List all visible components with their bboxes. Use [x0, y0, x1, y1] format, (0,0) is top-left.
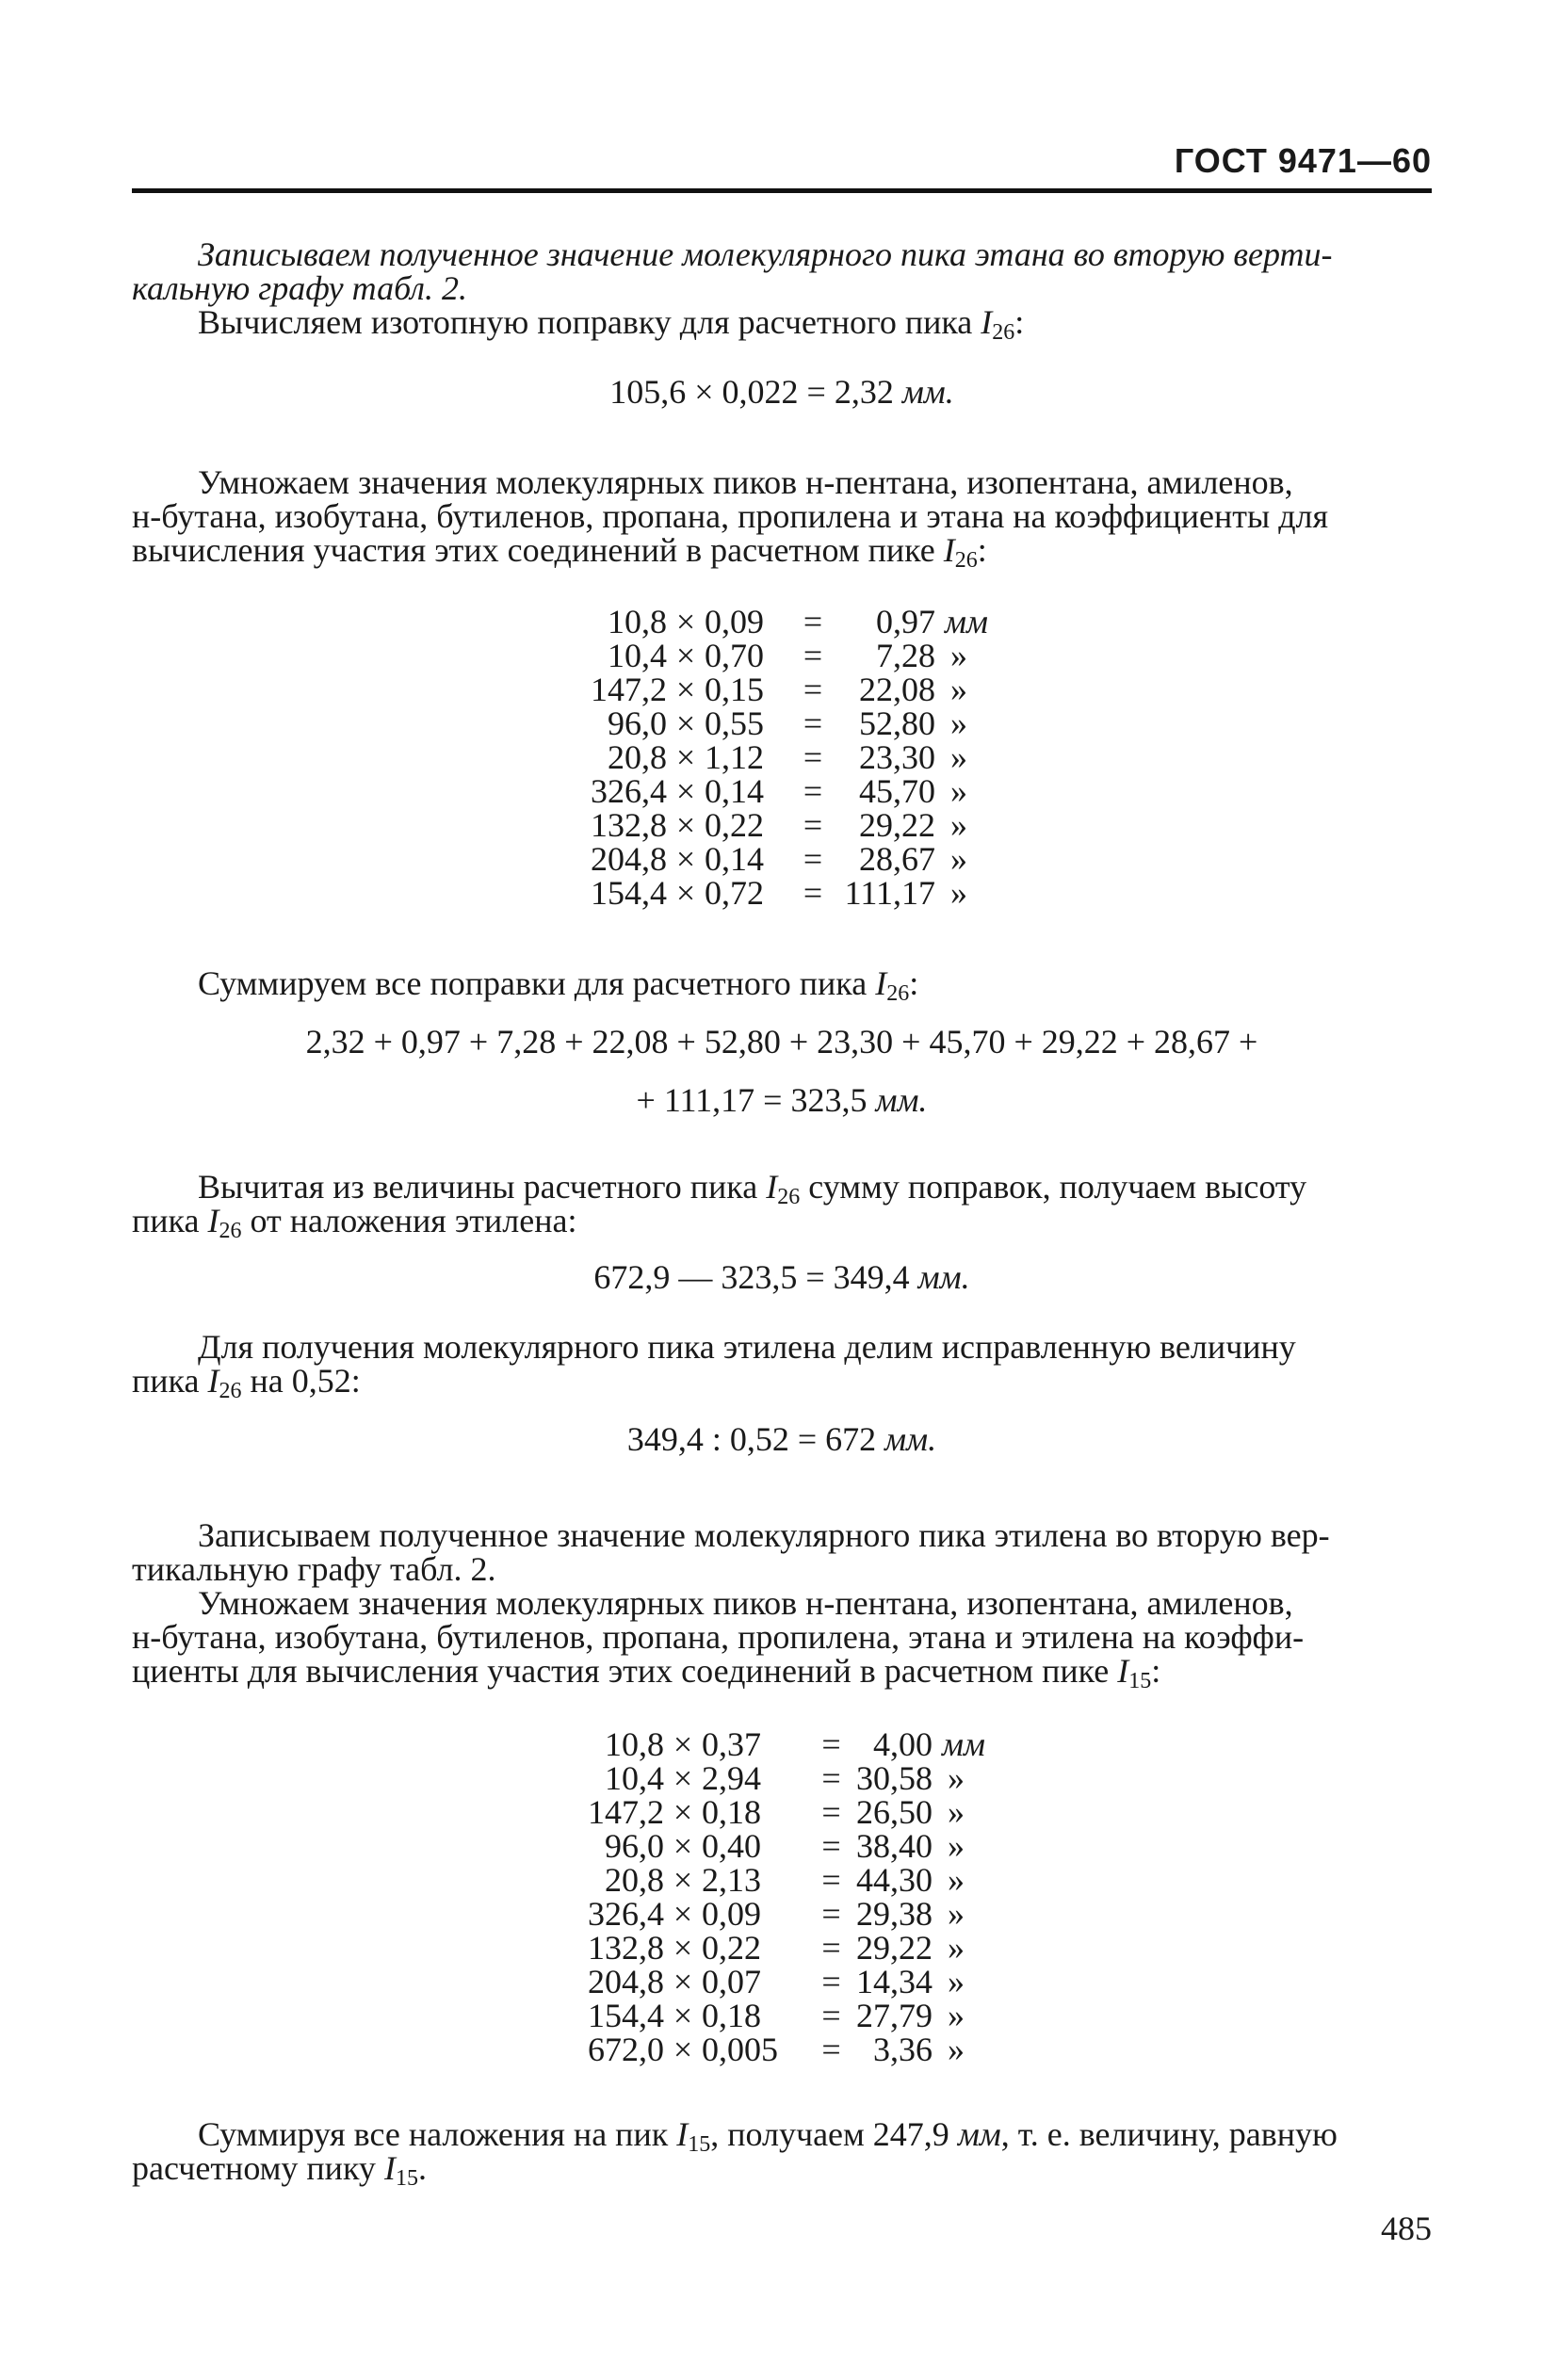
page-header — [132, 141, 1432, 181]
ditto-mark: » — [950, 772, 967, 810]
text-line: Суммируем все поправки для расчетного пика $I_{26}$: — [198, 964, 919, 1006]
coefficient: 0,70 — [705, 637, 764, 674]
equation-isotope: 105,6 × 0,022 = 2,32 мм. — [609, 373, 954, 411]
paragraph-record-ethylene — [132, 1518, 1432, 1586]
calc-row — [556, 842, 988, 876]
operand: 147,2 — [588, 1793, 664, 1831]
equals-sign: = — [803, 874, 823, 912]
ditto-mark: » — [948, 1895, 965, 1933]
times-sign: × — [675, 603, 696, 640]
equals-sign: = — [803, 637, 823, 674]
result: 38,40 — [856, 1827, 933, 1865]
coefficient: 0,09 — [705, 603, 764, 640]
calc-row — [556, 808, 988, 842]
times-sign: × — [673, 1861, 693, 1899]
ditto-mark: » — [948, 1929, 965, 1967]
calc-row — [546, 1727, 985, 1761]
calc-row — [546, 1897, 985, 1931]
calc-row — [556, 605, 988, 639]
operand: 204,8 — [591, 840, 667, 878]
calc-row — [546, 1999, 985, 2032]
ditto-mark: » — [948, 1861, 965, 1899]
result: 23,30 — [859, 738, 935, 776]
calc-row — [546, 1761, 985, 1795]
times-sign: × — [675, 806, 696, 844]
times-sign: × — [673, 1963, 693, 2000]
operand: 96,0 — [608, 704, 667, 742]
text-line: Записываем полученное значение молекулярного пика этана во вторую верти- — [198, 235, 1333, 273]
text-line: циенты для вычисления участия этих соединений в расчетном пике $I_{15}$: — [132, 1652, 1161, 1693]
paragraph-multiply-26 — [132, 463, 1432, 573]
times-sign: × — [673, 1895, 693, 1933]
text-line: пика $I_{26}$ на 0,52: — [132, 1362, 361, 1403]
calc-row — [546, 1863, 985, 1897]
ditto-mark: » — [950, 738, 967, 776]
times-sign: × — [675, 874, 696, 912]
equals-sign: = — [821, 1895, 841, 1933]
operand: 154,4 — [588, 1997, 664, 2034]
operand: 10,4 — [605, 1759, 664, 1797]
calc-row — [556, 740, 988, 774]
calc-row — [556, 774, 988, 808]
calc-row — [546, 1829, 985, 1863]
operand: 10,4 — [608, 637, 667, 674]
times-sign: × — [673, 1793, 693, 1831]
equals-sign: = — [803, 603, 823, 640]
equation-subtract: 672,9 — 323,5 = 349,4 мм. — [593, 1258, 970, 1296]
equals-sign: = — [821, 1793, 841, 1831]
ditto-mark: » — [950, 840, 967, 878]
text-line: тикальную графу табл. 2. — [132, 1550, 496, 1588]
equals-sign: = — [821, 1725, 841, 1763]
standard-number: ГОСТ 9471—60 — [1174, 141, 1432, 180]
coefficient: 0,18 — [702, 1793, 761, 1831]
calc-row — [556, 672, 988, 706]
coefficient: 0,55 — [705, 704, 764, 742]
times-sign: × — [673, 1725, 693, 1763]
times-sign: × — [675, 637, 696, 674]
result: 14,34 — [856, 1963, 933, 2000]
equals-sign: = — [821, 1861, 841, 1899]
equals-sign: = — [803, 806, 823, 844]
paragraph-sum-corrections — [132, 964, 1432, 1006]
calc-row — [556, 876, 988, 910]
result: 111,17 — [844, 874, 935, 912]
ditto-mark: » — [950, 874, 967, 912]
result: 29,22 — [859, 806, 935, 844]
equals-sign: = — [803, 840, 823, 878]
ditto-mark: » — [950, 671, 967, 708]
calculation-table-26 — [556, 605, 988, 910]
times-sign: × — [673, 1759, 693, 1797]
result: 3,36 — [873, 2031, 933, 2068]
text-line: Умножаем значения молекулярных пиков н-пентана, изопентана, амиленов, — [198, 463, 1293, 501]
times-sign: × — [673, 1827, 693, 1865]
ditto-mark: » — [948, 1963, 965, 2000]
equals-sign: = — [821, 1759, 841, 1797]
text-line: Для получения молекулярного пика этилена делим исправленную величину — [198, 1328, 1296, 1366]
operand: 132,8 — [588, 1929, 664, 1967]
ditto-mark: » — [948, 2031, 965, 2068]
result: 29,38 — [856, 1895, 933, 1933]
text-line: н-бутана, изобутана, бутиленов, пропана, пропилена, этана и этилена на коэффи- — [132, 1618, 1305, 1656]
equals-sign: = — [821, 1997, 841, 2034]
times-sign: × — [675, 704, 696, 742]
text-line: пика $I_{26}$ от наложения этилена: — [132, 1202, 577, 1243]
result: 27,79 — [856, 1997, 933, 2034]
coefficient: 2,13 — [702, 1861, 761, 1899]
calc-row — [546, 2032, 985, 2066]
ditto-mark: » — [948, 1997, 965, 2034]
operand: 154,4 — [591, 874, 667, 912]
result: 30,58 — [856, 1759, 933, 1797]
coefficient: 0,15 — [705, 671, 764, 708]
operand: 10,8 — [605, 1725, 664, 1763]
result: 44,30 — [856, 1861, 933, 1899]
equals-sign: = — [821, 1827, 841, 1865]
operand: 20,8 — [608, 738, 667, 776]
equation-sum-line-2: + 111,17 = 323,5 мм. — [636, 1081, 928, 1119]
paragraph-subtract — [132, 1168, 1432, 1243]
text-line: Записываем полученное значение молекулярного пика этилена во вторую вер- — [198, 1516, 1330, 1554]
operand: 10,8 — [608, 603, 667, 640]
text-line: Умножаем значения молекулярных пиков н-пентана, изопентана, амиленов, — [198, 1584, 1293, 1622]
text-line: кальную графу табл. 2. — [132, 269, 467, 307]
calc-row — [556, 639, 988, 672]
equals-sign: = — [803, 704, 823, 742]
operand: 204,8 — [588, 1963, 664, 2000]
text-line: Суммируя все наложения на пик $I_{15}$, получаем 247,9 мм, т. е. величину, равную — [198, 2115, 1338, 2157]
coefficient: 0,37 — [702, 1725, 761, 1763]
result: 0,97 — [876, 603, 935, 640]
coefficient: 0,22 — [705, 806, 764, 844]
ditto-mark: » — [948, 1759, 965, 1797]
result: 52,80 — [859, 704, 935, 742]
operand: 147,2 — [591, 671, 667, 708]
ditto-mark: » — [950, 637, 967, 674]
text-line: н-бутана, изобутана, бутиленов, пропана, пропилена и этана на коэффициенты для — [132, 497, 1329, 535]
text-line: Вычитая из величины расчетного пика $I_{26}$ сумму поправок, получаем высоту — [198, 1168, 1307, 1209]
operand: 326,4 — [588, 1895, 664, 1933]
ditto-mark: » — [950, 806, 967, 844]
equals-sign: = — [803, 671, 823, 708]
times-sign: × — [675, 738, 696, 776]
header-rule — [132, 188, 1432, 193]
paragraph-isotope-correction — [132, 303, 1432, 345]
paragraph-record-ethane — [132, 237, 1432, 305]
result: 29,22 — [856, 1929, 933, 1967]
calculation-table-15 — [546, 1727, 985, 2066]
coefficient: 0,07 — [702, 1963, 761, 2000]
paragraph-sum-overlaps — [132, 2115, 1432, 2191]
times-sign: × — [675, 671, 696, 708]
equation-sum-line-1: 2,32 + 0,97 + 7,28 + 22,08 + 52,80 + 23,30 + 45,70 + 29,22 + 28,67 + — [305, 1023, 1258, 1060]
paragraph-ethylene-peak — [132, 1328, 1432, 1403]
calc-row — [546, 1965, 985, 1999]
ditto-mark: » — [948, 1827, 965, 1865]
result: 28,67 — [859, 840, 935, 878]
result: 22,08 — [859, 671, 935, 708]
paragraph-multiply-15 — [132, 1584, 1432, 1693]
result: 26,50 — [856, 1793, 933, 1831]
operand: 20,8 — [605, 1861, 664, 1899]
coefficient: 1,12 — [705, 738, 764, 776]
coefficient: 2,94 — [702, 1759, 761, 1797]
text-line: Вычисляем изотопную поправку для расчетного пика $I_{26}$: — [198, 303, 1025, 345]
unit-label: мм — [945, 603, 988, 640]
ditto-mark: » — [948, 1793, 965, 1831]
result: 7,28 — [876, 637, 935, 674]
page-number: 485 — [1381, 2210, 1432, 2247]
coefficient: 0,14 — [705, 772, 764, 810]
coefficient: 0,22 — [702, 1929, 761, 1967]
coefficient: 0,40 — [702, 1827, 761, 1865]
text-line: расчетному пику $I_{15}$. — [132, 2149, 427, 2191]
equals-sign: = — [803, 738, 823, 776]
equals-sign: = — [803, 772, 823, 810]
calc-row — [546, 1795, 985, 1829]
coefficient: 0,14 — [705, 840, 764, 878]
times-sign: × — [675, 840, 696, 878]
operand: 132,8 — [591, 806, 667, 844]
equals-sign: = — [821, 2031, 841, 2068]
coefficient: 0,18 — [702, 1997, 761, 2034]
calc-row — [546, 1931, 985, 1965]
unit-label: мм — [942, 1725, 985, 1763]
coefficient: 0,72 — [705, 874, 764, 912]
operand: 672,0 — [588, 2031, 664, 2068]
coefficient: 0,09 — [702, 1895, 761, 1933]
times-sign: × — [673, 1997, 693, 2034]
equals-sign: = — [821, 1963, 841, 2000]
text-line: вычисления участия этих соединений в расчетном пике $I_{26}$: — [132, 531, 987, 573]
times-sign: × — [675, 772, 696, 810]
calc-row — [556, 706, 988, 740]
ditto-mark: » — [950, 704, 967, 742]
times-sign: × — [673, 2031, 693, 2068]
equals-sign: = — [821, 1929, 841, 1967]
result: 45,70 — [859, 772, 935, 810]
equation-divide: 349,4 : 0,52 = 672 мм. — [626, 1420, 937, 1458]
operand: 96,0 — [605, 1827, 664, 1865]
times-sign: × — [673, 1929, 693, 1967]
result: 4,00 — [873, 1725, 933, 1763]
operand: 326,4 — [591, 772, 667, 810]
coefficient: 0,005 — [702, 2031, 778, 2068]
